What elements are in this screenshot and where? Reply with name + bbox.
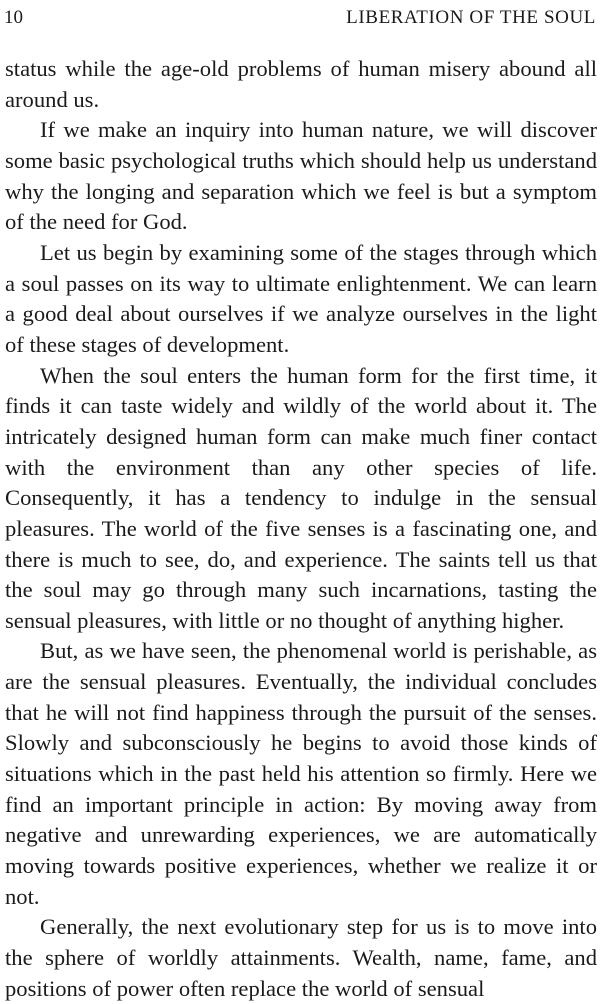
page-number: 10: [4, 7, 23, 28]
paragraph-human-nature: If we make an inquiry into human nature, we will discover some basic psychological truths which should help us understand why the longing and separation which we feel is but a symptom of the need for God.: [5, 117, 597, 235]
running-title: LIBERATION OF THE SOUL: [346, 7, 596, 28]
paragraph-worldly-attainments: Generally, the next evolutionary step for us is to move into the sphere of worldly attainments. Wealth, name, fame, and positions of power often replace the world of sensual: [5, 914, 597, 1001]
body-text: [5, 54, 597, 1004]
running-head: [4, 4, 596, 32]
paragraph-continuation: status while the age-old problems of human misery abound all around us.: [5, 56, 597, 112]
paragraph-stages: Let us begin by examining some of the stages through which a soul passes on its way to ultimate enlightenment. We can learn a good deal about ourselves if we analyze ourselves in the light of these stages of development.: [5, 239, 597, 357]
paragraph-human-form: When the soul enters the human form for the first time, it finds it can taste widely and wildly of the world about it. The intricately designed human form can make much finer contact with the environment than any other species of life. Consequently, it has a tendency to indulge in the sensual pleasures. The world of the five senses is a fascinating one, and there is much to see, do, and experience. The saints tell us that the soul may go through many such incarnations, tasting the sensual pleasures, with little or no thought of anything higher.: [5, 362, 597, 633]
paragraph-phenomenal-world: But, as we have seen, the phenomenal world is perishable, as are the sensual pleasures. Eventually, the individual concludes that he will not find happiness through the pursuit of the senses. Slowly and subconsciously he begins to avoid those kinds of situations which in the past held his attention so firmly. Here we find an important principle in action: By moving away from negative and unrewarding experiences, we are automatically moving towards positive experiences, whether we realize it or not.: [5, 638, 597, 909]
